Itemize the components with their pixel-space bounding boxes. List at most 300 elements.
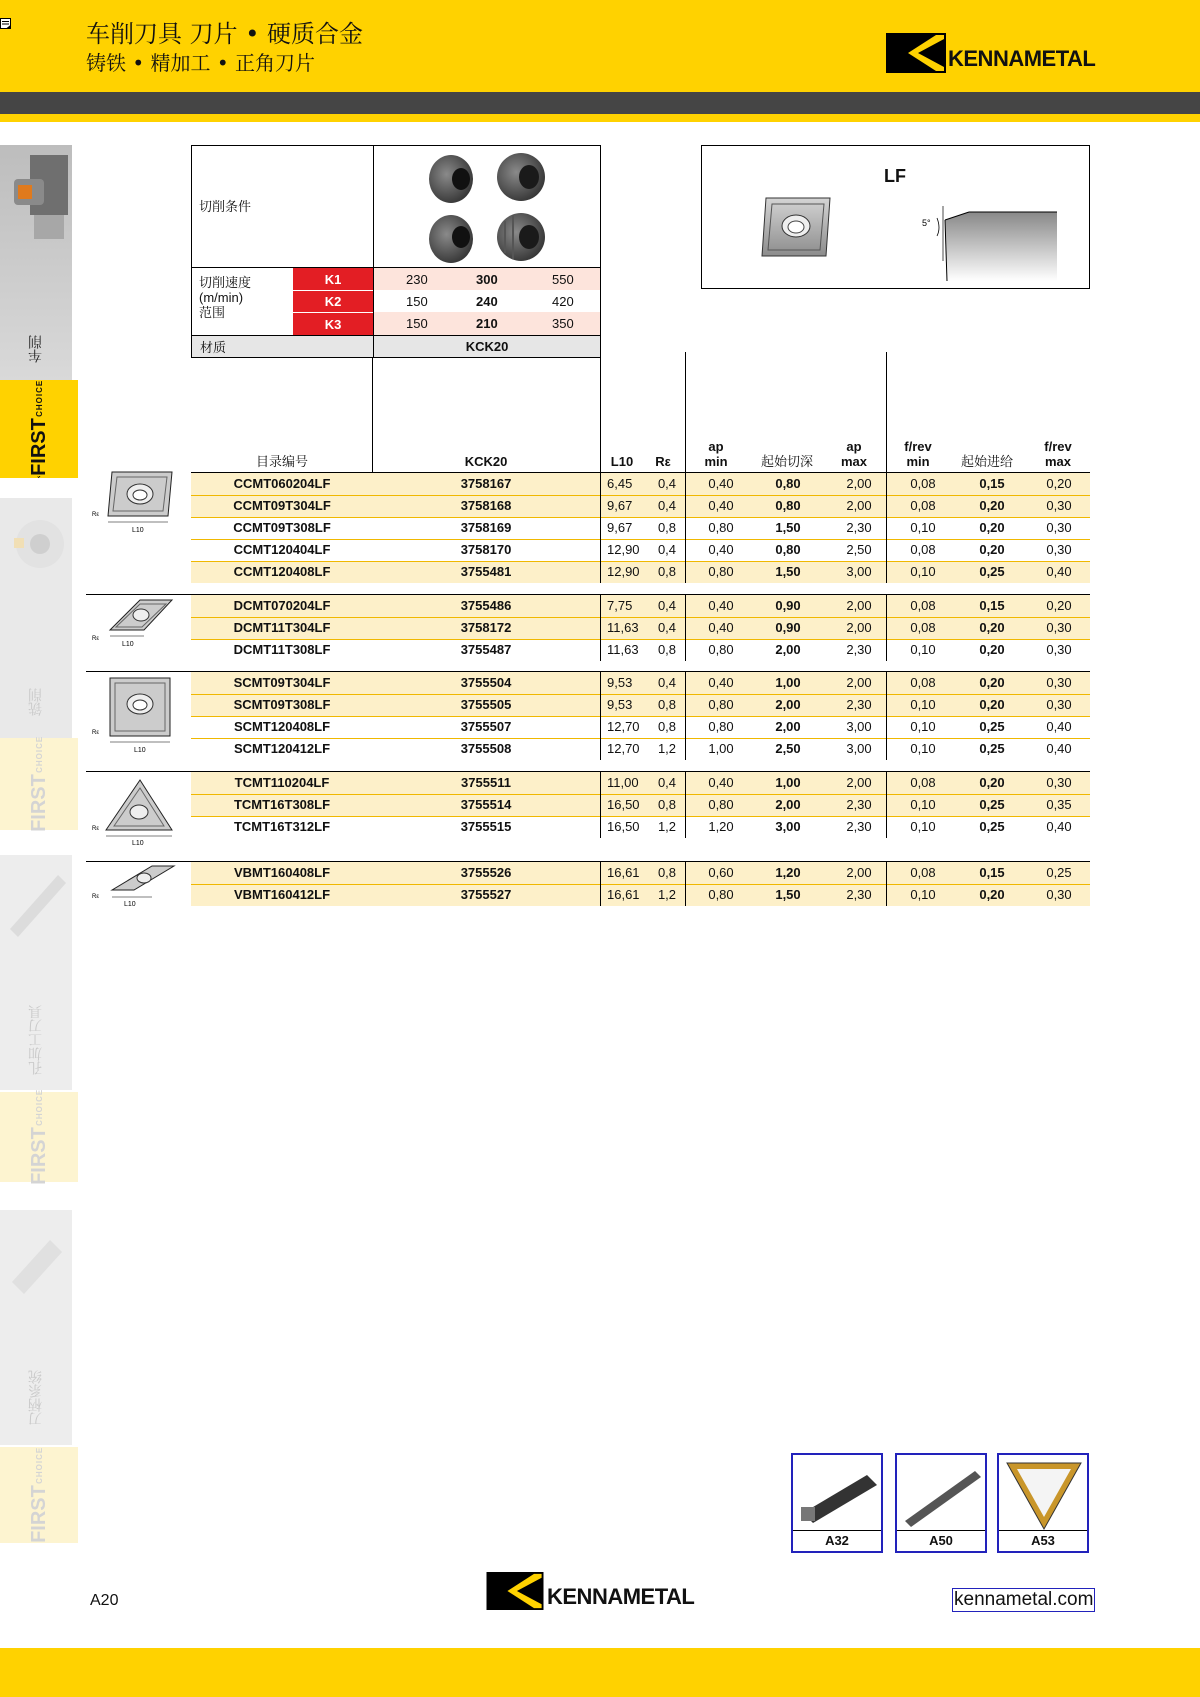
col-ap-min bbox=[694, 439, 738, 469]
cell-num: 3755514 bbox=[460, 797, 512, 812]
footer-brand-name: KENNAMETAL bbox=[547, 1584, 695, 1609]
first-choice-sub: CHOICE bbox=[34, 1447, 44, 1485]
cell-apst: 2,00 bbox=[775, 642, 801, 657]
cell-cat: VBMT160412LF bbox=[233, 887, 331, 902]
first-choice-holemaking[interactable] bbox=[0, 1089, 78, 1185]
cell-fst: 0,25 bbox=[979, 719, 1005, 734]
cell-apst: 0,80 bbox=[775, 476, 801, 491]
k3-min: 150 bbox=[406, 316, 428, 331]
tab-toolholding-label: 刀柄系统 bbox=[28, 1370, 44, 1426]
cell-fmin: 0,10 bbox=[910, 819, 936, 834]
cell-fmin: 0,08 bbox=[910, 542, 936, 557]
cell-apst: 0,90 bbox=[775, 598, 801, 613]
table-row bbox=[191, 561, 1090, 583]
grade-value: KCK20 bbox=[374, 336, 600, 357]
cell-l10: 16,50 bbox=[607, 797, 640, 812]
cell-apst: 2,00 bbox=[775, 797, 801, 812]
footer-band bbox=[0, 1648, 1200, 1697]
col-f-max-line2: max bbox=[1044, 454, 1072, 469]
cell-fmax: 0,40 bbox=[1046, 741, 1072, 756]
table-row bbox=[191, 738, 1090, 760]
k1-badge: K1 bbox=[293, 268, 373, 290]
cell-apmax: 2,30 bbox=[846, 642, 872, 657]
col-f-min bbox=[896, 439, 940, 469]
cell-fmax: 0,30 bbox=[1046, 520, 1072, 535]
cell-fst: 0,20 bbox=[979, 520, 1005, 535]
table-row bbox=[191, 495, 1090, 517]
cell-re: 0,8 bbox=[657, 642, 677, 657]
cell-re: 0,4 bbox=[657, 498, 677, 513]
tab-holemaking-label: 孔加工刀具 bbox=[28, 1005, 44, 1075]
col-f-start: 起始进给 bbox=[960, 454, 1013, 469]
cell-num: 3755515 bbox=[460, 819, 512, 834]
cell-apmax: 3,00 bbox=[846, 719, 872, 734]
cell-num: 3755511 bbox=[461, 775, 511, 790]
cell-apmax: 2,30 bbox=[846, 520, 872, 535]
cell-cat: SCMT120408LF bbox=[233, 719, 331, 734]
l10-label: L10 bbox=[124, 901, 136, 908]
cell-apmax: 2,00 bbox=[846, 865, 872, 880]
cell-apmin: 0,80 bbox=[708, 642, 734, 657]
geometry-box bbox=[701, 145, 1090, 289]
cell-re: 1,2 bbox=[657, 819, 677, 834]
tab-holemaking[interactable] bbox=[0, 855, 72, 1090]
cell-fst: 0,15 bbox=[979, 476, 1005, 491]
cell-re: 0,8 bbox=[657, 564, 677, 579]
cell-cat: SCMT09T308LF bbox=[233, 697, 331, 712]
col-f-min-line1: f/rev bbox=[904, 439, 932, 454]
cell-num: 3755504 bbox=[460, 675, 512, 690]
first-choice-turning[interactable] bbox=[0, 380, 78, 478]
cell-fmax: 0,30 bbox=[1046, 775, 1072, 790]
re-label: Rε bbox=[92, 826, 100, 832]
conditions-table bbox=[191, 145, 601, 358]
cell-apmax: 2,30 bbox=[846, 819, 872, 834]
cell-fst: 0,25 bbox=[979, 819, 1005, 834]
insert-a53-icon bbox=[1003, 1459, 1085, 1531]
cell-apmin: 0,80 bbox=[708, 887, 734, 902]
cell-apmax: 3,00 bbox=[846, 564, 872, 579]
table-row bbox=[191, 816, 1090, 838]
k2-badge: K2 bbox=[293, 290, 373, 312]
col-ap-max-line1: ap bbox=[846, 439, 862, 454]
cell-apmin: 0,60 bbox=[708, 865, 734, 880]
insert-vbmt-icon bbox=[92, 862, 182, 912]
k3-start: 210 bbox=[476, 316, 498, 331]
header-divider bbox=[191, 472, 1090, 473]
column-divider bbox=[886, 595, 887, 661]
k1-row bbox=[374, 268, 600, 290]
col-re: Rε bbox=[655, 454, 671, 469]
cell-cat: CCMT060204LF bbox=[233, 476, 331, 491]
table-row bbox=[191, 639, 1090, 661]
cell-l10: 7,75 bbox=[607, 598, 633, 613]
note-icon[interactable] bbox=[0, 18, 12, 32]
first-choice-toolholding[interactable] bbox=[0, 1447, 78, 1543]
cell-apmin: 0,40 bbox=[708, 775, 734, 790]
cell-cat: CCMT09T304LF bbox=[233, 498, 331, 513]
cell-fmin: 0,10 bbox=[910, 719, 936, 734]
cell-apst: 2,50 bbox=[775, 741, 801, 756]
first-choice-word: FIRST bbox=[27, 774, 50, 832]
cell-fmax: 0,30 bbox=[1046, 498, 1072, 513]
cell-apmax: 2,00 bbox=[846, 775, 872, 790]
cell-fmin: 0,10 bbox=[910, 642, 936, 657]
cell-num: 3755486 bbox=[460, 598, 512, 613]
first-choice-sub: CHOICE bbox=[34, 380, 44, 418]
cell-re: 0,4 bbox=[657, 675, 677, 690]
table-row bbox=[191, 794, 1090, 816]
cell-fst: 0,15 bbox=[979, 598, 1005, 613]
column-divider bbox=[600, 672, 601, 760]
column-divider bbox=[685, 473, 686, 583]
tab-turning-label: 车削 bbox=[28, 335, 44, 363]
cell-fst: 0,25 bbox=[979, 797, 1005, 812]
kennametal-k-icon bbox=[485, 1572, 545, 1610]
kennametal-k-icon bbox=[886, 33, 946, 73]
cell-fst: 0,25 bbox=[979, 741, 1005, 756]
cell-re: 0,8 bbox=[657, 797, 677, 812]
first-choice-word: FIRST bbox=[27, 1127, 50, 1185]
toolholder-a32-icon bbox=[797, 1461, 879, 1531]
insert-icon bbox=[760, 196, 834, 260]
cell-fmin: 0,08 bbox=[910, 775, 936, 790]
cell-re: 1,2 bbox=[657, 741, 677, 756]
cell-apmax: 2,00 bbox=[846, 675, 872, 690]
cell-apmin: 0,80 bbox=[708, 520, 734, 535]
cell-l10: 9,53 bbox=[607, 697, 633, 712]
cell-l10: 11,63 bbox=[607, 642, 639, 657]
speed-label-1: 切削速度 bbox=[199, 275, 252, 290]
row-divider bbox=[191, 794, 1090, 795]
re-label: Rε bbox=[92, 512, 100, 518]
boring-bar-a50-icon bbox=[901, 1461, 983, 1531]
header-stripe bbox=[0, 92, 1200, 114]
cell-re: 1,2 bbox=[657, 887, 677, 902]
cell-fmax: 0,30 bbox=[1046, 697, 1072, 712]
cell-l10: 11,63 bbox=[607, 620, 639, 635]
cell-apst: 1,50 bbox=[775, 520, 801, 535]
cell-apmin: 0,40 bbox=[708, 675, 734, 690]
cell-fmax: 0,20 bbox=[1046, 476, 1072, 491]
row-divider bbox=[191, 617, 1090, 618]
row-divider bbox=[191, 884, 1090, 885]
cell-fst: 0,20 bbox=[979, 642, 1005, 657]
reference-a32-label: A32 bbox=[793, 1530, 881, 1551]
reference-a53-label: A53 bbox=[999, 1530, 1087, 1551]
cell-fmax: 0,40 bbox=[1046, 719, 1072, 734]
cell-apmax: 3,00 bbox=[846, 741, 872, 756]
l10-label: L10 bbox=[132, 527, 144, 534]
k3-max: 350 bbox=[552, 316, 574, 331]
cell-fmax: 0,25 bbox=[1046, 865, 1072, 880]
geometry-label: LF bbox=[884, 166, 906, 186]
cell-cat: VBMT160408LF bbox=[233, 865, 331, 880]
row-divider bbox=[191, 738, 1090, 739]
first-choice-sub: CHOICE bbox=[34, 1089, 44, 1127]
drill-tool-icon bbox=[6, 869, 66, 939]
cell-fst: 0,20 bbox=[979, 542, 1005, 557]
cell-apst: 3,00 bbox=[775, 819, 801, 834]
conditions-label: 切削条件 bbox=[199, 198, 252, 214]
cell-fmin: 0,10 bbox=[910, 741, 936, 756]
cell-apmin: 0,40 bbox=[708, 542, 734, 557]
cell-apst: 0,80 bbox=[775, 542, 801, 557]
cell-l10: 12,70 bbox=[607, 719, 640, 734]
cell-re: 0,8 bbox=[657, 865, 677, 880]
cell-fmax: 0,30 bbox=[1046, 620, 1072, 635]
header-stripe-yellow bbox=[0, 114, 1200, 122]
cell-apst: 1,50 bbox=[775, 887, 801, 902]
cell-l10: 11,00 bbox=[607, 775, 639, 790]
col-ap-start: 起始切深 bbox=[760, 454, 813, 469]
tab-toolholding[interactable] bbox=[0, 1210, 72, 1445]
cell-apmax: 2,30 bbox=[846, 887, 872, 902]
row-divider bbox=[191, 495, 1090, 496]
cell-num: 3758168 bbox=[460, 498, 512, 513]
col-ap-max bbox=[832, 439, 876, 469]
cell-apmax: 2,00 bbox=[846, 598, 872, 613]
column-divider bbox=[886, 672, 887, 760]
cell-apst: 0,90 bbox=[775, 620, 801, 635]
angle-label: 5° bbox=[922, 218, 931, 228]
cell-fst: 0,20 bbox=[979, 620, 1005, 635]
column-divider bbox=[685, 862, 686, 906]
page-title: 车削刀具 刀片 • 硬质合金 bbox=[86, 20, 364, 48]
table-row bbox=[191, 884, 1090, 906]
cell-re: 0,4 bbox=[657, 542, 677, 557]
cell-apmin: 0,40 bbox=[708, 620, 734, 635]
table-row bbox=[191, 517, 1090, 539]
k2-row bbox=[374, 290, 600, 312]
cell-fst: 0,25 bbox=[979, 564, 1005, 579]
k2-min: 150 bbox=[406, 293, 428, 309]
table-row bbox=[191, 772, 1090, 794]
table-row bbox=[191, 539, 1090, 561]
column-divider bbox=[685, 595, 686, 661]
insert-ccmt-icon bbox=[92, 470, 182, 536]
cell-fmin: 0,08 bbox=[910, 598, 936, 613]
k1-start: 300 bbox=[476, 271, 498, 287]
k3-badge: K3 bbox=[293, 312, 373, 335]
speed-label-3: 范围 bbox=[199, 305, 226, 320]
cell-apst: 0,80 bbox=[775, 498, 801, 513]
cell-fmin: 0,08 bbox=[910, 675, 936, 690]
cell-fmin: 0,08 bbox=[910, 620, 936, 635]
cell-apmax: 2,30 bbox=[846, 797, 872, 812]
rake-angle-diagram bbox=[917, 206, 1077, 281]
cell-num: 3755487 bbox=[460, 642, 512, 657]
row-divider bbox=[191, 694, 1090, 695]
cell-fmin: 0,10 bbox=[910, 520, 936, 535]
row-divider bbox=[191, 639, 1090, 640]
cell-num: 3755527 bbox=[460, 887, 512, 902]
reference-a53[interactable] bbox=[997, 1453, 1089, 1553]
first-choice-milling[interactable] bbox=[0, 738, 78, 830]
cell-apmin: 0,40 bbox=[708, 598, 734, 613]
cell-apst: 2,00 bbox=[775, 697, 801, 712]
cell-fmin: 0,10 bbox=[910, 564, 936, 579]
cell-fst: 0,20 bbox=[979, 697, 1005, 712]
table-row bbox=[191, 595, 1090, 617]
col-f-max-line1: f/rev bbox=[1044, 439, 1072, 454]
first-choice-word: FIRST bbox=[27, 418, 50, 476]
cell-cat: DCMT11T304LF bbox=[233, 620, 331, 635]
cell-apmin: 0,40 bbox=[708, 498, 734, 513]
cell-apmax: 2,50 bbox=[846, 542, 872, 557]
table-row bbox=[191, 862, 1090, 884]
cell-l10: 9,67 bbox=[607, 498, 633, 513]
first-choice-word: FIRST bbox=[27, 1485, 50, 1543]
k1-min: 230 bbox=[406, 271, 428, 287]
cell-num: 3758170 bbox=[460, 542, 512, 557]
cell-cat: DCMT11T308LF bbox=[233, 642, 331, 657]
page-number: A20 bbox=[90, 1592, 119, 1609]
footer-logo bbox=[485, 1572, 694, 1610]
column-divider bbox=[685, 772, 686, 838]
col-grade: KCK20 bbox=[464, 454, 508, 469]
column-divider bbox=[886, 473, 887, 583]
cell-l10: 12,70 bbox=[607, 741, 640, 756]
cell-fst: 0,15 bbox=[979, 865, 1005, 880]
cell-l10: 16,61 bbox=[607, 865, 640, 880]
cell-fmin: 0,08 bbox=[910, 476, 936, 491]
cell-re: 0,4 bbox=[657, 620, 677, 635]
cell-apmin: 0,80 bbox=[708, 564, 734, 579]
column-divider bbox=[600, 772, 601, 838]
l10-label: L10 bbox=[132, 840, 144, 846]
table-row bbox=[191, 617, 1090, 639]
cell-cat: SCMT09T304LF bbox=[233, 675, 331, 690]
row-divider bbox=[191, 716, 1090, 717]
cell-l10: 9,53 bbox=[607, 675, 633, 690]
reference-a50[interactable] bbox=[895, 1453, 987, 1553]
col-f-max bbox=[1036, 439, 1080, 469]
cell-fmin: 0,10 bbox=[910, 797, 936, 812]
cell-cat: TCMT110204LF bbox=[234, 775, 330, 790]
cell-fmax: 0,30 bbox=[1046, 642, 1072, 657]
reference-a50-label: A50 bbox=[897, 1530, 985, 1551]
cell-apst: 2,00 bbox=[775, 719, 801, 734]
cell-cat: TCMT16T308LF bbox=[233, 797, 331, 812]
cell-cat: CCMT120408LF bbox=[233, 564, 331, 579]
tab-turning[interactable] bbox=[0, 145, 72, 380]
cell-re: 0,4 bbox=[657, 476, 677, 491]
l10-label: L10 bbox=[122, 641, 134, 648]
cell-apst: 1,00 bbox=[775, 775, 801, 790]
cell-num: 3755508 bbox=[460, 741, 512, 756]
cell-l10: 6,45 bbox=[607, 476, 633, 491]
cell-re: 0,8 bbox=[657, 719, 677, 734]
cell-fmax: 0,30 bbox=[1046, 887, 1072, 902]
cell-fmin: 0,08 bbox=[910, 865, 936, 880]
toolholder-icon bbox=[6, 1230, 66, 1300]
insert-tcmt-icon bbox=[92, 776, 182, 846]
cell-re: 0,4 bbox=[657, 598, 677, 613]
cell-fmax: 0,30 bbox=[1046, 675, 1072, 690]
re-label: Rε bbox=[92, 636, 100, 642]
column-divider bbox=[600, 473, 601, 583]
k3-row bbox=[374, 312, 600, 335]
cell-apmin: 0,80 bbox=[708, 697, 734, 712]
reference-a32[interactable] bbox=[791, 1453, 883, 1553]
cell-apmin: 1,20 bbox=[708, 819, 734, 834]
cell-cat: SCMT120412LF bbox=[233, 741, 331, 756]
cell-cat: TCMT16T312LF bbox=[233, 819, 331, 834]
row-divider bbox=[191, 561, 1090, 562]
col-catalog: 目录编号 bbox=[255, 454, 308, 469]
cell-num: 3755507 bbox=[460, 719, 512, 734]
column-divider bbox=[886, 862, 887, 906]
first-choice-mark-icon bbox=[28, 476, 50, 478]
cell-re: 0,8 bbox=[657, 520, 677, 535]
insert-scmt-icon bbox=[92, 676, 182, 754]
cell-apmin: 0,40 bbox=[708, 476, 734, 491]
speed-label bbox=[199, 275, 251, 320]
cell-l10: 16,50 bbox=[607, 819, 640, 834]
l10-label: L10 bbox=[134, 747, 146, 754]
cell-apmin: 0,80 bbox=[708, 797, 734, 812]
row-divider bbox=[191, 517, 1090, 518]
re-label: Rε bbox=[92, 894, 100, 900]
speed-label-2: (m/min) bbox=[199, 290, 244, 305]
cell-apmax: 2,00 bbox=[846, 498, 872, 513]
brand-name: KENNAMETAL bbox=[948, 46, 1096, 71]
cell-fst: 0,20 bbox=[979, 498, 1005, 513]
cell-num: 3758167 bbox=[460, 476, 512, 491]
website-link[interactable]: kennametal.com bbox=[954, 1589, 1094, 1610]
row-divider bbox=[191, 816, 1090, 817]
column-divider bbox=[600, 862, 601, 906]
milling-tool-icon bbox=[6, 508, 66, 578]
cell-l10: 9,67 bbox=[607, 520, 633, 535]
cell-fmax: 0,40 bbox=[1046, 564, 1072, 579]
cell-apmin: 0,80 bbox=[708, 719, 734, 734]
cell-fst: 0,20 bbox=[979, 775, 1005, 790]
re-label: Rε bbox=[92, 730, 100, 736]
grade-label: 材质 bbox=[192, 336, 373, 357]
table-row bbox=[191, 473, 1090, 495]
page-subtitle: 铸铁 • 精加工 • 正角刀片 bbox=[86, 51, 316, 75]
cell-re: 0,8 bbox=[657, 697, 677, 712]
cell-fst: 0,20 bbox=[979, 887, 1005, 902]
brand-logo bbox=[886, 33, 1095, 73]
cell-cat: CCMT09T308LF bbox=[233, 520, 331, 535]
col-ap-max-line2: max bbox=[840, 454, 868, 469]
cell-apmax: 2,00 bbox=[846, 620, 872, 635]
table-row bbox=[191, 716, 1090, 738]
k2-start: 240 bbox=[476, 293, 498, 309]
cell-fmax: 0,20 bbox=[1046, 598, 1072, 613]
col-ap-min-line1: ap bbox=[708, 439, 724, 454]
cell-fmin: 0,08 bbox=[910, 498, 936, 513]
cell-cat: DCMT070204LF bbox=[233, 598, 331, 613]
col-f-min-line2: min bbox=[906, 454, 930, 469]
tab-milling-label: 铣削 bbox=[28, 688, 44, 716]
cell-fmax: 0,40 bbox=[1046, 819, 1072, 834]
cell-apmin: 1,00 bbox=[708, 741, 734, 756]
k1-max: 550 bbox=[552, 271, 574, 287]
tab-milling[interactable] bbox=[0, 498, 72, 738]
cell-re: 0,4 bbox=[657, 775, 677, 790]
cell-num: 3758169 bbox=[460, 520, 512, 535]
cell-num: 3755505 bbox=[460, 697, 512, 712]
cell-apst: 1,50 bbox=[775, 564, 801, 579]
cell-apmax: 2,30 bbox=[846, 697, 872, 712]
cell-l10: 12,90 bbox=[607, 564, 640, 579]
table-row bbox=[191, 694, 1090, 716]
insert-dcmt-icon bbox=[92, 594, 182, 654]
